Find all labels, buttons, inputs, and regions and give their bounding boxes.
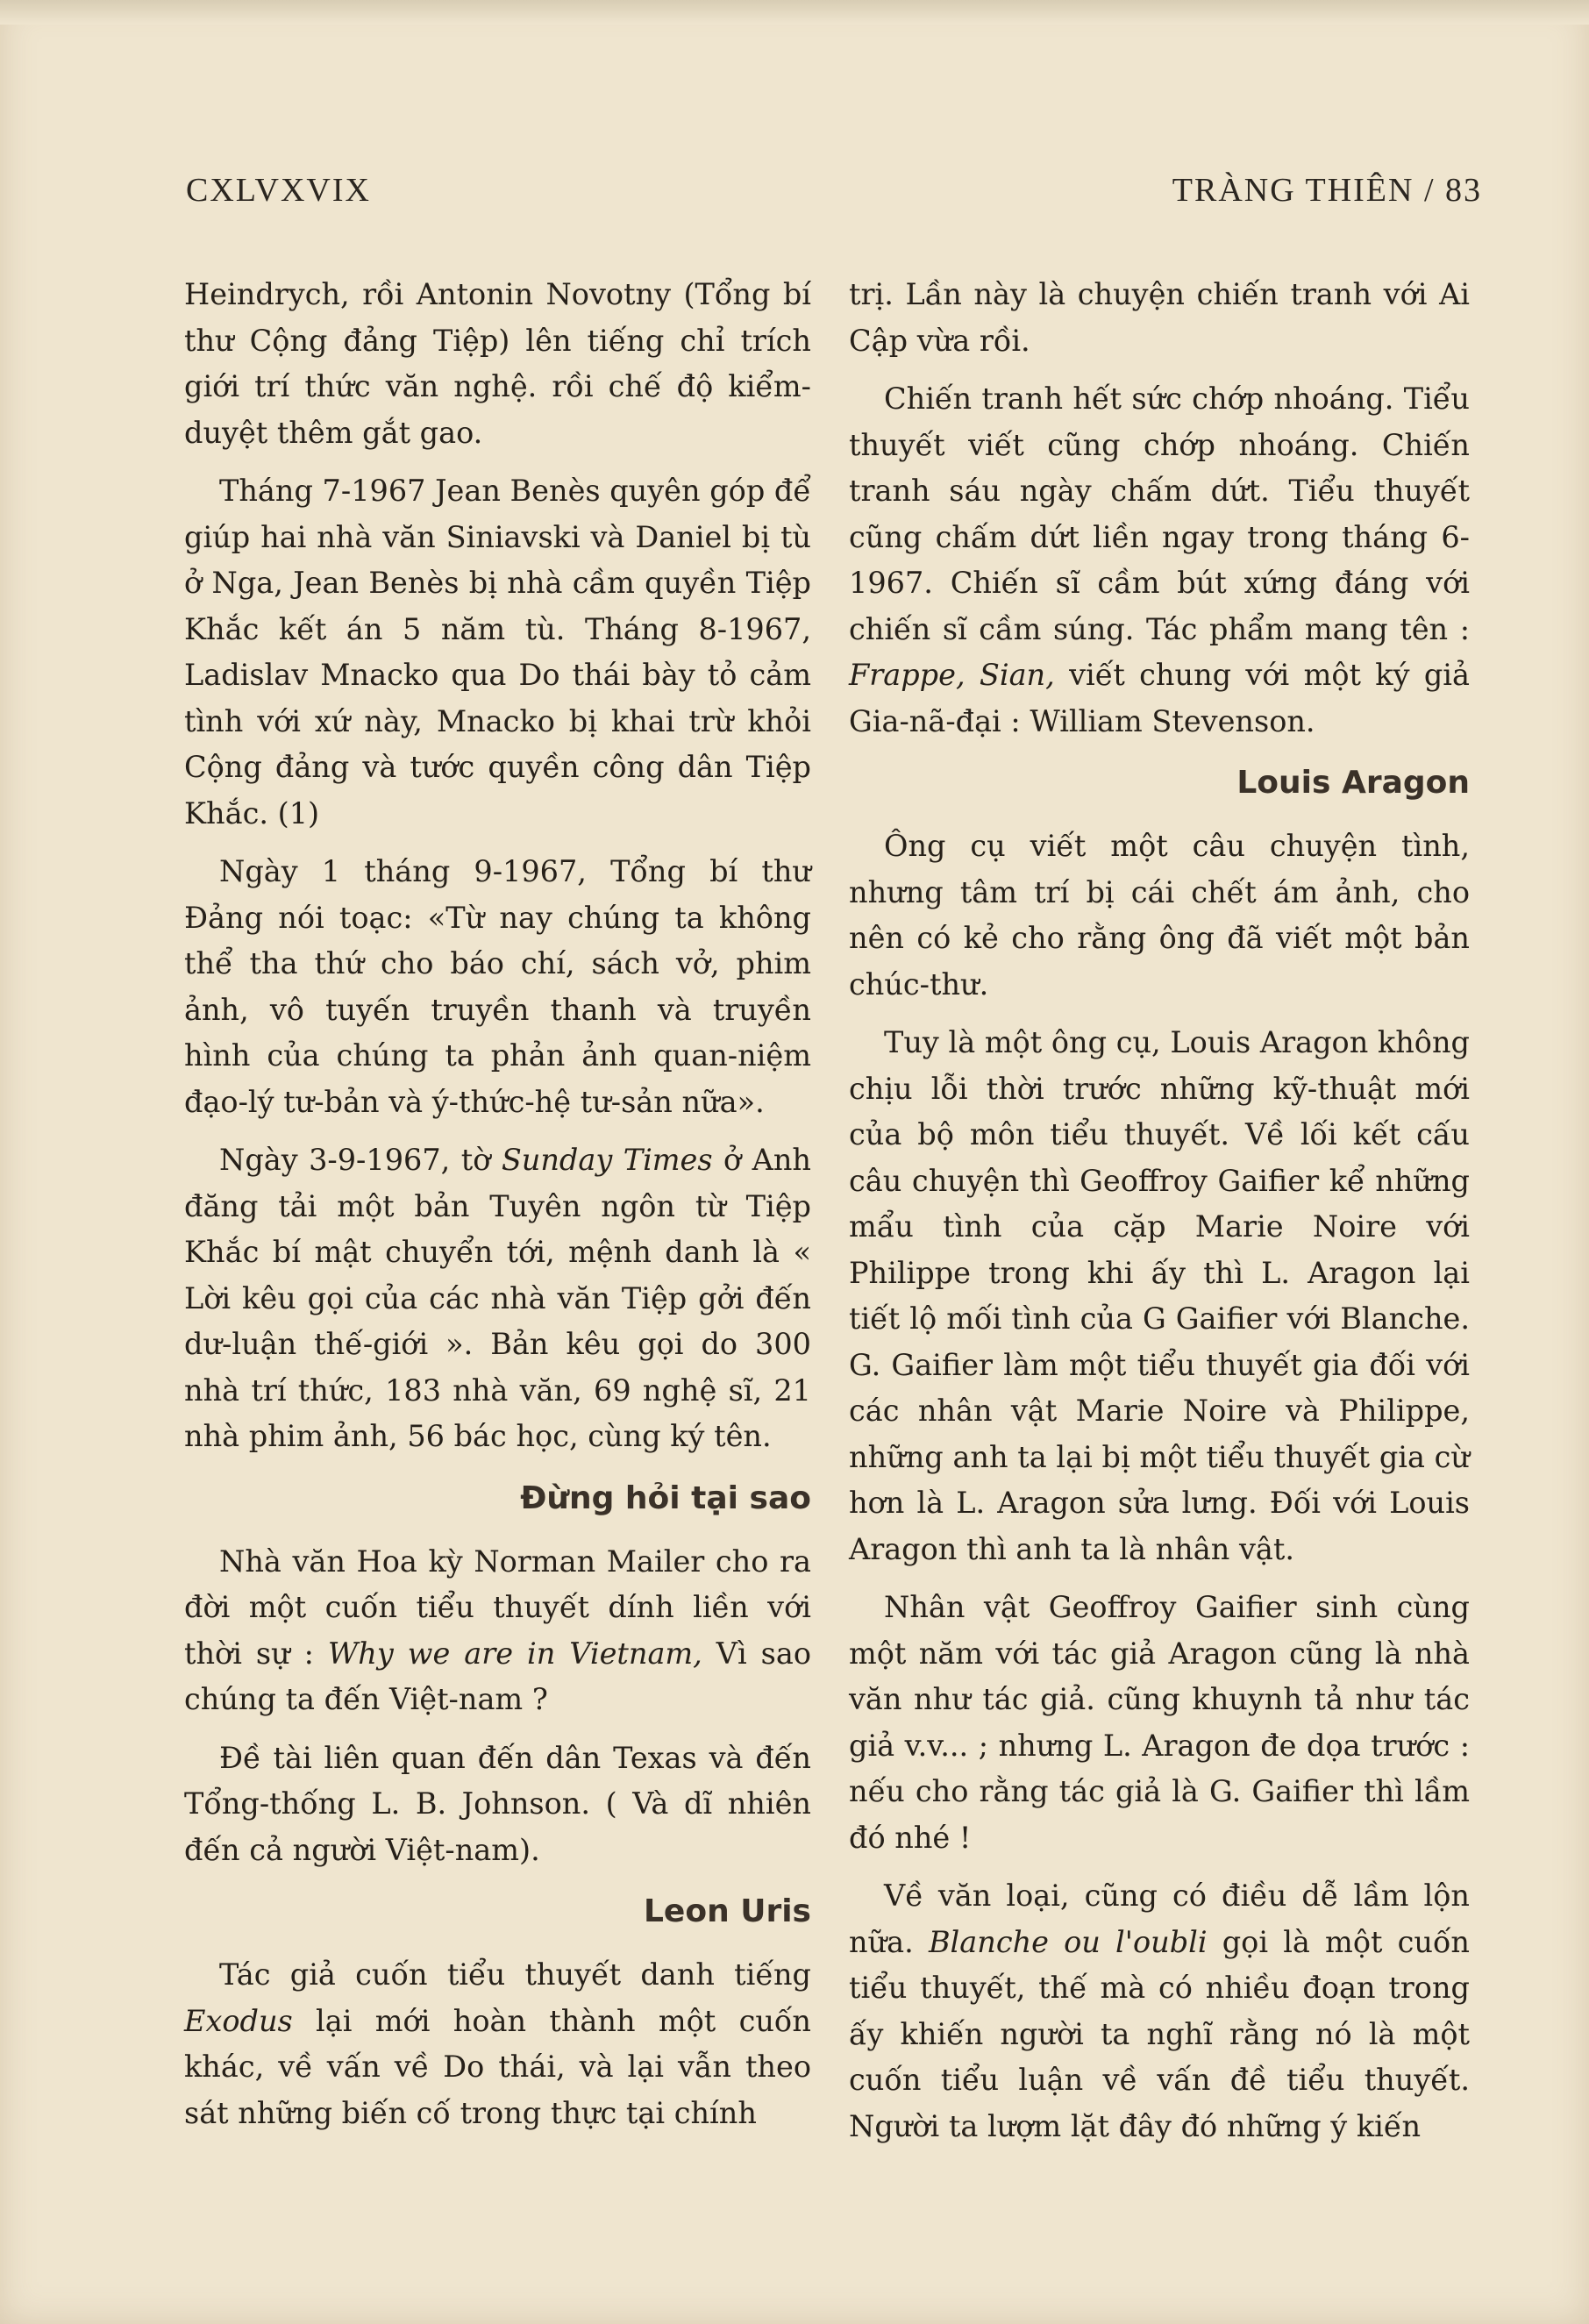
text: Nhà văn Hoa kỳ Norman Mailer cho ra đời một cuốn tiểu thuyết dính liền với thời sự :: [184, 1543, 811, 1671]
paragraph: [184, 1539, 811, 1723]
text: Ngày 3-9-1967, tờ: [219, 1143, 502, 1177]
paragraph: Đề tài liên quan đến dân Texas và đến Tổng-thống L. B. Johnson. ( Và dĩ nhiên đến cả người Việt-nam).: [184, 1740, 811, 1867]
text: Vì sao chúng ta đến Việt-nam ?: [184, 1636, 812, 1716]
paragraph: Nhân vật Geoffroy Gaifier sinh cùng một năm với tác giả Aragon cũng là nhà văn như tác giả. cũng khuynh tả như tác giả v.v... ; nhưng L. Aragon đe dọa trước : nếu cho rằng tác giả là G. Gaifier thì lầm đó nhé !: [849, 1590, 1470, 1855]
paragraph: Tháng 7-1967 Jean Benès quyên góp để giúp hai nhà văn Siniavski và Daniel bị tù ở Nga, Jean Benès bị nhà cầm quyền Tiệp Khắc kết án 5 năm tù. Tháng 8-1967, Ladislav Mnacko qua Do thái bày tỏ cảm tình với xứ này, Mnacko bị khai trừ khỏi Cộng đảng và tước quyền công dân Tiệp Khắc. (1): [184, 474, 811, 831]
italic-title: Blanche ou l'oubli: [928, 1924, 1208, 1959]
paragraph: [849, 376, 1470, 745]
text: Về văn loại, cũng có điều dễ lầm lộn nữa.: [849, 1878, 1470, 1959]
text: viết chung với một ký giả Gia-nã-đại : William Stevenson.: [849, 658, 1470, 738]
header-left: CXLVXVIX: [186, 172, 371, 209]
italic-title: Frappe, Sian,: [849, 658, 1055, 692]
header-right: TRÀNG THIÊN / 83: [1172, 172, 1482, 209]
paragraph: [184, 1137, 811, 1460]
running-header: [186, 171, 1482, 215]
section-heading: Leon Uris: [643, 1893, 811, 1929]
text: Tác giả cuốn tiểu thuyết danh tiếng: [219, 1957, 811, 1992]
text: lại mới hoàn thành một cuốn khác, về vấn về Do thái, và lại vẫn theo sát những biến cố trong thực tại chính: [184, 2003, 811, 2130]
italic-title: Sunday Times: [501, 1143, 713, 1177]
section-heading: Đừng hỏi tại sao: [520, 1479, 811, 1516]
paragraph: trị. Lần này là chuyện chiến tranh với Ai Cập vừa rồi.: [849, 277, 1470, 358]
section-heading: Louis Aragon: [1236, 765, 1470, 801]
right-column: [849, 272, 1470, 2162]
text: Chiến tranh hết sức chớp nhoáng. Tiểu thuyết viết cũng chớp nhoáng. Chiến tranh sáu ngày chấm dứt. Tiểu thuyết cũng chấm dứt liền ngay trong tháng 6-1967. Chiến sĩ cầm bút xứng đáng với chiến sĩ cầm súng. Tác phẩm mang tên :: [849, 381, 1470, 646]
paragraph: Heindrych, rồi Antonin Novotny (Tổng bí thư Cộng đảng Tiệp) lên tiếng chỉ trích giới trí thức văn nghệ. rồi chế độ kiểm-duyệt thêm gắt gao.: [184, 277, 811, 450]
paragraph: Ông cụ viết một câu chuyện tình, nhưng tâm trí bị cái chết ám ảnh, cho nên có kẻ cho rằng ông đã viết một bản chúc-thư.: [849, 829, 1470, 1002]
page-top-edge: [0, 0, 1589, 25]
text: ở Anh đăng tải một bản Tuyên ngôn từ Tiệp Khắc bí mật chuyển tới, mệnh danh là « Lời kêu gọi của các nhà văn Tiệp gởi đến dư-luận thế-giới ». Bản kêu gọi do 300 nhà trí thức, 183 nhà văn, 69 nghệ sĩ, 21 nhà phim ảnh, 56 bác học, cùng ký tên.: [184, 1143, 812, 1453]
text: gọi là một cuốn tiểu thuyết, thế mà có nhiều đoạn trong ấy khiến người ta nghĩ rằng nó là một cuốn tiểu luận về vấn đề tiểu thuyết. Người ta lượm lặt đây đó những ý kiến: [849, 1924, 1471, 2143]
paragraph: Tuy là một ông cụ, Louis Aragon không chịu lỗi thời trước những kỹ-thuật mới của bộ môn tiểu thuyết. Về lối kết cấu câu chuyện thì Geoffroy Gaifier kể những mẩu tình của cặp Marie Noire với Philippe trong khi ấy thì L. Aragon lại tiết lộ mối tình của G Gaifier với Blanche. G. Gaifier làm một tiểu thuyết gia đối với các nhân vật Marie Noire và Philippe, những anh ta lại bị một tiểu thuyết gia cừ hơn là L. Aragon sửa lưng. Đối với Louis Aragon thì anh ta là nhân vật.: [849, 1025, 1470, 1566]
paragraph: [184, 1952, 811, 2136]
italic-title: Exodus: [184, 2003, 293, 2038]
paragraph: [849, 1873, 1470, 2149]
left-column: [184, 272, 811, 2149]
paragraph: Ngày 1 tháng 9-1967, Tổng bí thư Đảng nói toạc: «Từ nay chúng ta không thể tha thứ cho báo chí, sách vở, phim ảnh, vô tuyến truyền thanh và truyền hình của chúng ta phản ảnh quan-niệm đạo-lý tư-bản và ý-thức-hệ tư-sản nữa».: [184, 854, 811, 1119]
italic-title: Why we are in Vietnam,: [327, 1636, 702, 1671]
